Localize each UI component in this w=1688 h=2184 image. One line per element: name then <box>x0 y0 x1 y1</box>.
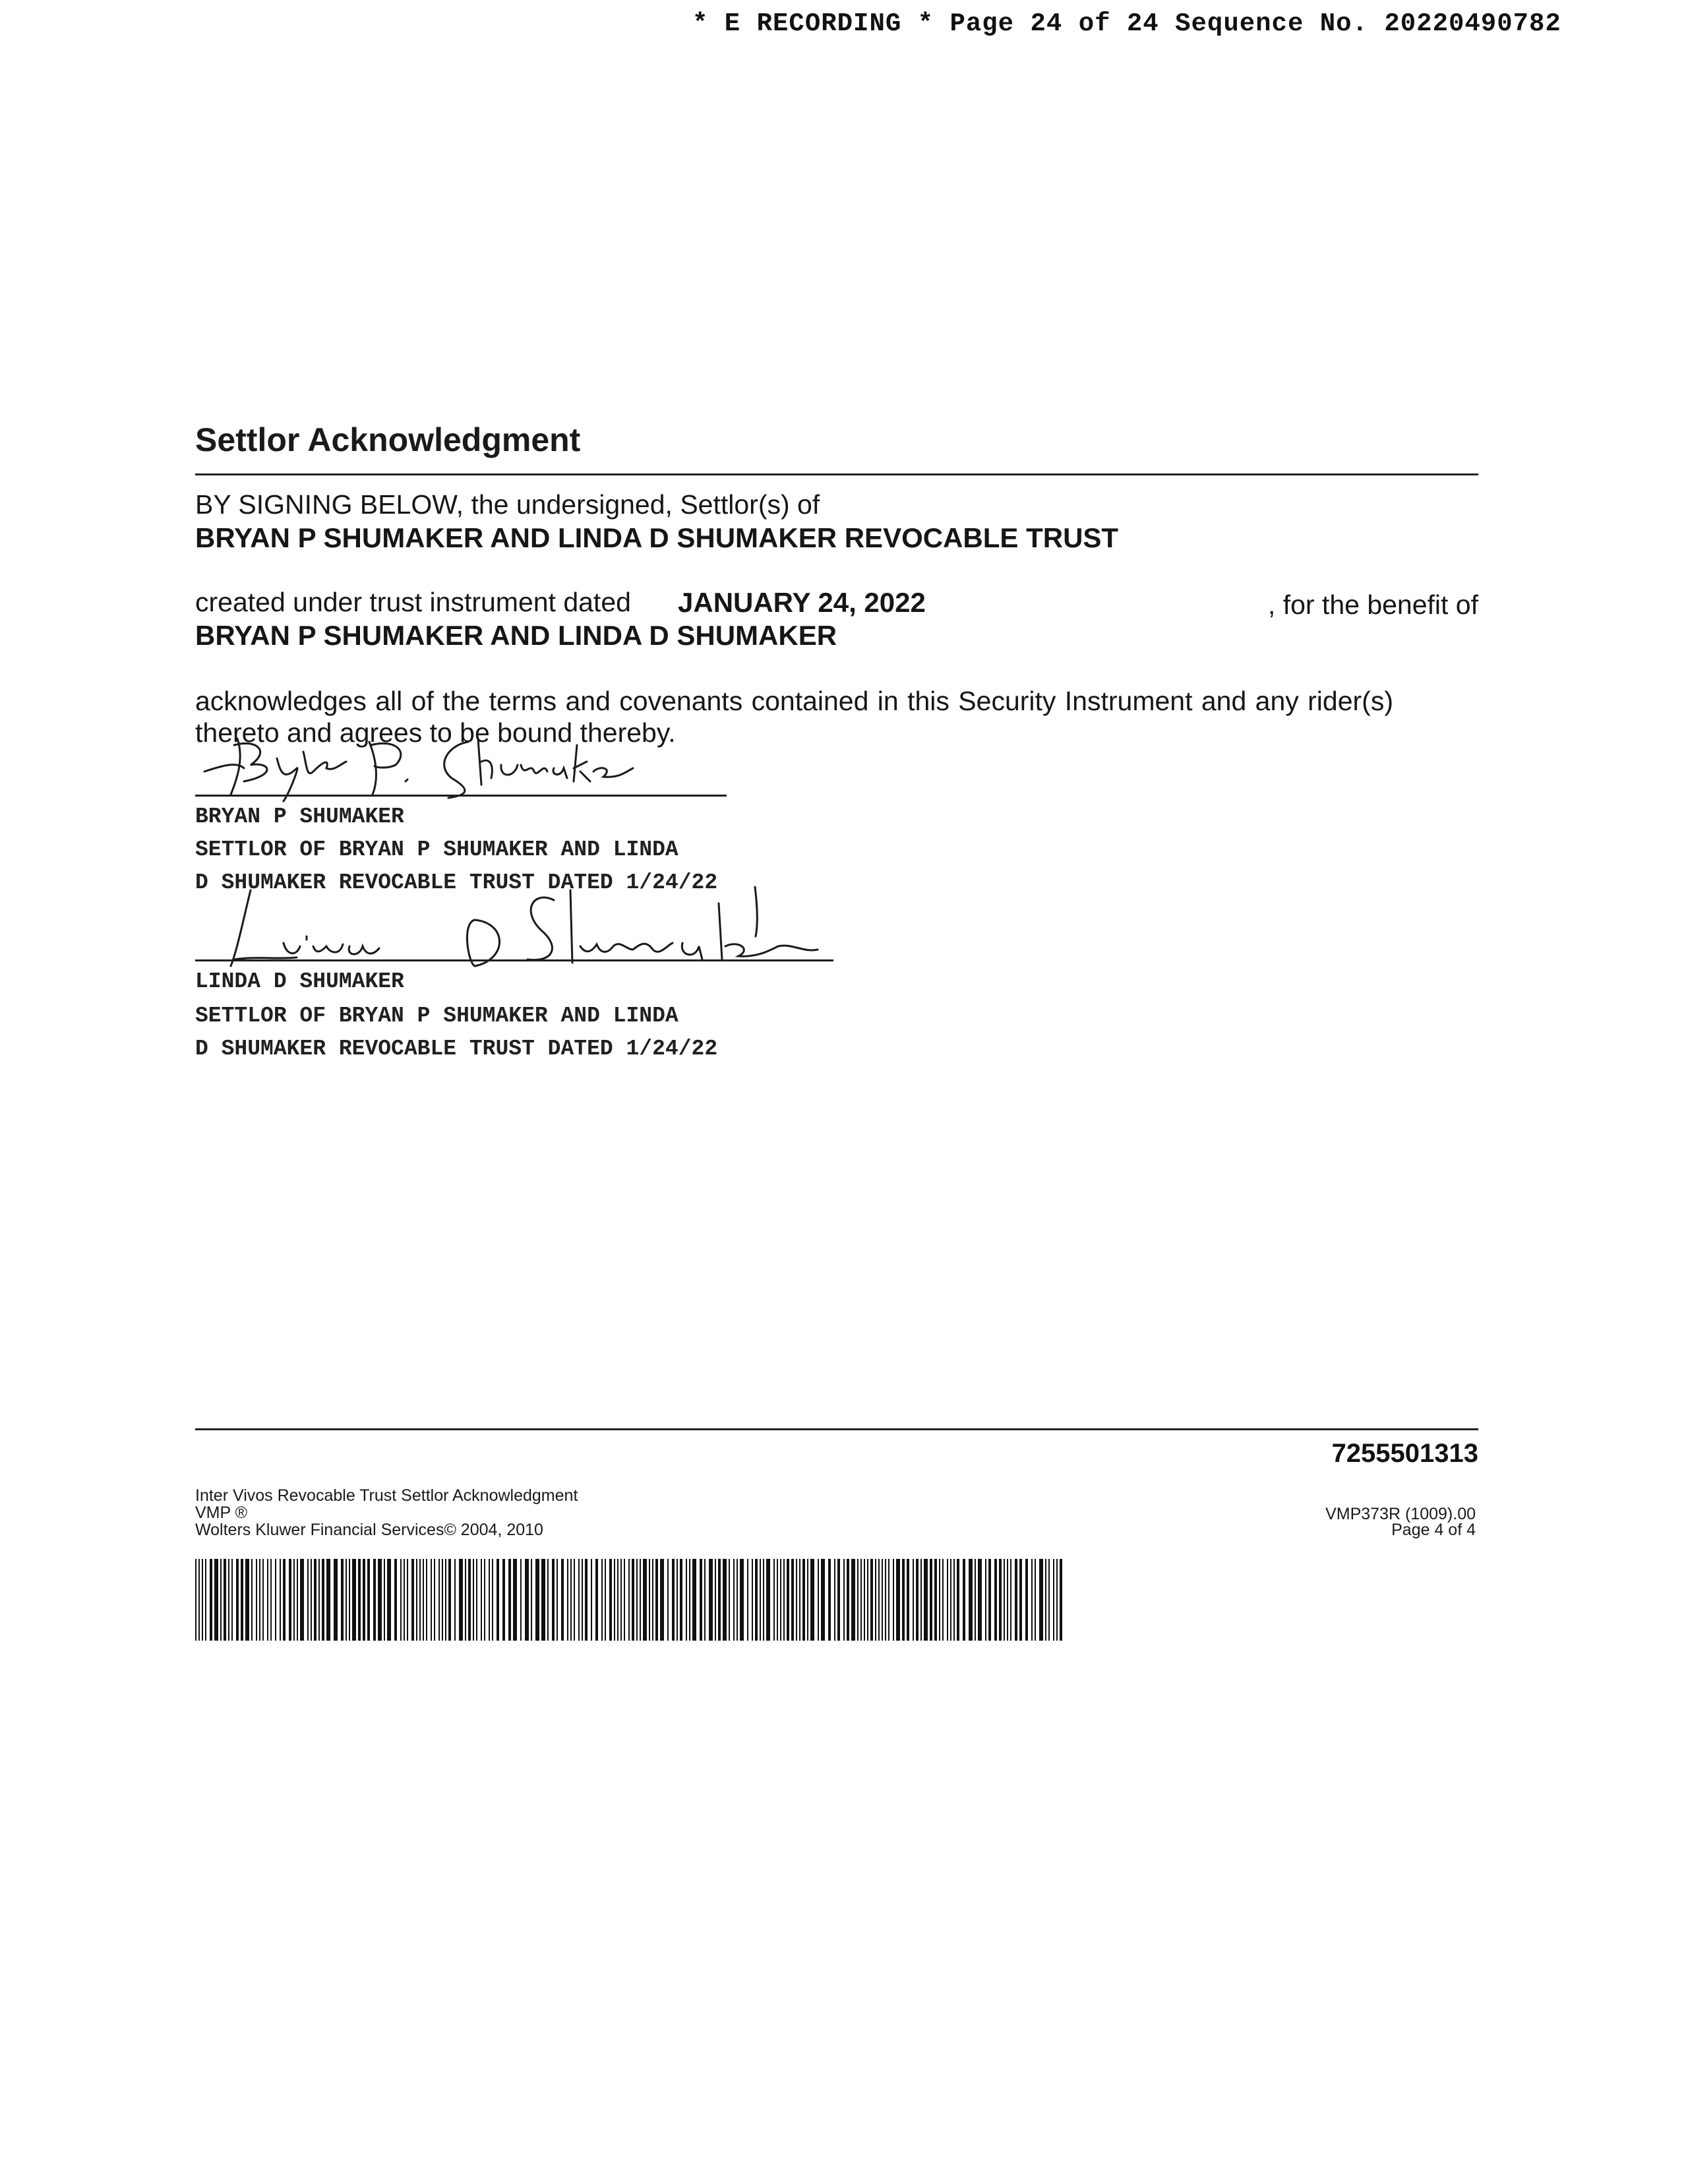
barcode-bar <box>864 1559 865 1641</box>
barcode-bar <box>888 1559 889 1641</box>
barcode-bar <box>975 1559 976 1641</box>
barcode-bar <box>349 1559 350 1641</box>
barcode-bar <box>270 1559 272 1641</box>
barcode-bar <box>352 1559 356 1641</box>
trust-name: BRYAN P SHUMAKER AND LINDA D SHUMAKER REVOCABLE TRUST <box>195 522 1119 553</box>
barcode-bar <box>1015 1559 1017 1641</box>
barcode-bar <box>595 1559 598 1641</box>
signature-bryan <box>198 732 659 804</box>
barcode-bar <box>1060 1559 1062 1641</box>
barcode-bar <box>241 1559 243 1641</box>
barcode-bar <box>686 1559 687 1641</box>
signature-line-linda <box>195 959 833 961</box>
barcode-bar <box>508 1559 511 1641</box>
barcode-bar <box>834 1559 835 1641</box>
benefit-of-text: , for the benefit of <box>1267 590 1478 620</box>
barcode-bar <box>384 1559 385 1641</box>
barcode-bar <box>1056 1559 1058 1641</box>
barcode-bar <box>780 1559 781 1641</box>
barcode-bar <box>280 1559 281 1641</box>
barcode-bar <box>649 1559 650 1641</box>
signer-title-bryan-line1: SETTLOR OF BRYAN P SHUMAKER AND LINDA <box>195 837 678 862</box>
barcode-bar <box>322 1559 324 1641</box>
barcode-bar <box>643 1559 647 1641</box>
barcode-bar <box>476 1559 477 1641</box>
barcode-bar <box>652 1559 653 1641</box>
barcode-bar <box>394 1559 397 1641</box>
barcode-bar <box>752 1559 753 1641</box>
barcode-bar <box>680 1559 682 1641</box>
signer-title-linda-line2: D SHUMAKER REVOCABLE TRUST DATED 1/24/22 <box>195 1037 718 1061</box>
barcode-bar <box>947 1559 948 1641</box>
barcode-bar <box>419 1559 421 1641</box>
barcode-bar <box>570 1559 572 1641</box>
barcode-bar <box>367 1559 370 1641</box>
barcode-bar <box>567 1559 568 1641</box>
barcode-bar <box>224 1559 226 1641</box>
barcode-bar <box>531 1559 532 1641</box>
intro-text: BY SIGNING BELOW, the undersigned, Settlor(s) of <box>195 489 820 520</box>
created-under-text: created under trust instrument dated <box>195 587 631 617</box>
barcode-bar <box>950 1559 951 1641</box>
barcode-bar <box>677 1559 678 1641</box>
barcode-bar <box>783 1559 785 1641</box>
barcode-bar <box>818 1559 819 1641</box>
publisher-copyright: Wolters Kluwer Financial Services© 2004, 2010 <box>195 1521 543 1539</box>
barcode-bar <box>953 1559 955 1641</box>
barcode-bar <box>628 1559 630 1641</box>
barcode-bar <box>373 1559 376 1641</box>
barcode-bar <box>896 1559 900 1641</box>
barcode-bar <box>632 1559 634 1641</box>
barcode-bar <box>860 1559 862 1641</box>
barcode-bar <box>667 1559 669 1641</box>
barcode-bar <box>492 1559 493 1641</box>
barcode-bar <box>283 1559 286 1641</box>
signature-line-bryan <box>195 795 727 797</box>
barcode-bar <box>202 1559 203 1641</box>
barcode-bar <box>773 1559 775 1641</box>
signer-name-linda: LINDA D SHUMAKER <box>195 969 404 994</box>
barcode-bar <box>920 1559 922 1641</box>
barcode-bar <box>978 1559 982 1641</box>
barcode-bar <box>870 1559 873 1641</box>
barcode-bar <box>578 1559 580 1641</box>
barcode-bar <box>289 1559 291 1641</box>
footer-divider <box>195 1428 1478 1430</box>
barcode-bar <box>787 1559 789 1641</box>
barcode-bar <box>256 1559 257 1641</box>
barcode-bar <box>1039 1559 1043 1641</box>
barcode-bar <box>704 1559 706 1641</box>
barcode-bar <box>988 1559 991 1641</box>
barcode-bar <box>636 1559 638 1641</box>
barcode-bar <box>709 1559 713 1641</box>
barcode-bar <box>489 1559 490 1641</box>
barcode-bar <box>525 1559 529 1641</box>
barcode-bar <box>733 1559 735 1641</box>
barcode-bar <box>404 1559 405 1641</box>
vmp-mark: VMP ® <box>195 1503 248 1522</box>
barcode-bar <box>416 1559 417 1641</box>
barcode-bar <box>837 1559 840 1641</box>
barcode-bar <box>293 1559 295 1641</box>
barcode-bar <box>591 1559 592 1641</box>
barcode-bar <box>267 1559 268 1641</box>
barcode-bar <box>715 1559 716 1641</box>
barcode-bar <box>893 1559 894 1641</box>
barcode-bar <box>431 1559 432 1641</box>
barcode-bar <box>692 1559 696 1641</box>
barcode-bar <box>318 1559 320 1641</box>
barcode-bar <box>473 1559 474 1641</box>
barcode-bar <box>314 1559 316 1641</box>
barcode-bar <box>999 1559 1002 1641</box>
barcode-bar <box>609 1559 612 1641</box>
barcode-bar <box>1035 1559 1036 1641</box>
page-number: Page 4 of 4 <box>1391 1521 1476 1539</box>
barcode-bar <box>481 1559 482 1641</box>
barcode-bar <box>1019 1559 1022 1641</box>
barcode-bar <box>963 1559 965 1641</box>
barcode-bar <box>729 1559 730 1641</box>
barcode-bar <box>341 1559 344 1641</box>
barcode-bar <box>468 1559 471 1641</box>
barcode-bar <box>689 1559 690 1641</box>
barcode-bar <box>236 1559 239 1641</box>
barcode-bar <box>407 1559 408 1641</box>
barcode-bar <box>541 1559 545 1641</box>
trust-date: JANUARY 24, 2022 <box>678 587 926 618</box>
barcode-bar <box>454 1559 456 1641</box>
barcode-bar <box>448 1559 451 1641</box>
barcode-bar <box>346 1559 347 1641</box>
barcode-bar <box>411 1559 414 1641</box>
barcode-bar <box>875 1559 876 1641</box>
barcode-bar <box>747 1559 748 1641</box>
barcode-bar <box>552 1559 555 1641</box>
barcode-bar <box>655 1559 658 1641</box>
acknowledgment-text-line1: acknowledges all of the terms and covenants contained in this Security Instrument and any rider(s) <box>195 686 1393 716</box>
barcode-bar <box>1031 1559 1033 1641</box>
barcode-bar <box>617 1559 618 1641</box>
barcode-bar <box>334 1559 338 1641</box>
barcode-bar <box>574 1559 575 1641</box>
barcode-bar <box>358 1559 361 1641</box>
barcode-bar <box>502 1559 505 1641</box>
barcode-bar <box>1010 1559 1011 1641</box>
barcode-bar <box>198 1559 200 1641</box>
barcode-bar <box>763 1559 764 1641</box>
barcode-bar <box>760 1559 761 1641</box>
barcode-bar <box>942 1559 944 1641</box>
barcode-bar <box>791 1559 794 1641</box>
barcode <box>194 1559 1064 1641</box>
barcode-bar <box>700 1559 702 1641</box>
barcode-bar <box>740 1559 744 1641</box>
barcode-bar <box>934 1559 937 1641</box>
barcode-bar <box>799 1559 800 1641</box>
barcode-bar <box>259 1559 260 1641</box>
barcode-bar <box>843 1559 845 1641</box>
barcode-bar <box>245 1559 249 1641</box>
loan-number: 7255501313 <box>1331 1439 1478 1468</box>
barcode-bar <box>311 1559 312 1641</box>
barcode-bar <box>660 1559 664 1641</box>
barcode-bar <box>585 1559 588 1641</box>
barcode-bar <box>802 1559 805 1641</box>
barcode-bar <box>907 1559 909 1641</box>
signer-title-bryan-line2: D SHUMAKER REVOCABLE TRUST DATED 1/24/22 <box>195 870 718 895</box>
barcode-bar <box>459 1559 463 1641</box>
barcode-bar <box>847 1559 849 1641</box>
recording-stamp: * E RECORDING * Page 24 of 24 Sequence No. 20220490782 <box>692 9 1561 38</box>
barcode-bar <box>851 1559 855 1641</box>
barcode-bar <box>1053 1559 1054 1641</box>
barcode-bar <box>605 1559 606 1641</box>
barcode-bar <box>300 1559 304 1641</box>
barcode-bar <box>796 1559 797 1641</box>
barcode-bar <box>210 1559 212 1641</box>
barcode-bar <box>624 1559 625 1641</box>
signer-title-linda-line1: SETTLOR OF BRYAN P SHUMAKER AND LINDA <box>195 1004 678 1028</box>
acknowledgment-text-line2: thereto and agrees to be bound thereby. <box>195 717 676 748</box>
barcode-bar <box>1048 1559 1050 1641</box>
barcode-bar <box>867 1559 868 1641</box>
barcode-bar <box>547 1559 549 1641</box>
barcode-bar <box>426 1559 427 1641</box>
barcode-bar <box>994 1559 997 1641</box>
barcode-bar <box>882 1559 883 1641</box>
barcode-bar <box>878 1559 880 1641</box>
barcode-bar <box>195 1559 196 1641</box>
barcode-bar <box>275 1559 276 1641</box>
barcode-bar <box>214 1559 218 1641</box>
barcode-bar <box>400 1559 402 1641</box>
barcode-bar <box>557 1559 558 1641</box>
form-code: VMP373R (1009).00 <box>1325 1505 1476 1523</box>
barcode-bar <box>640 1559 641 1641</box>
barcode-bar <box>231 1559 233 1641</box>
barcode-bar <box>535 1559 539 1641</box>
barcode-bar <box>810 1559 814 1641</box>
barcode-bar <box>807 1559 808 1641</box>
barcode-bar <box>857 1559 859 1641</box>
barcode-bar <box>885 1559 886 1641</box>
title-divider <box>195 473 1478 475</box>
barcode-bar <box>497 1559 499 1641</box>
barcode-bar <box>924 1559 928 1641</box>
barcode-bar <box>582 1559 583 1641</box>
barcode-bar <box>1025 1559 1028 1641</box>
barcode-bar <box>387 1559 391 1641</box>
barcode-bar <box>672 1559 675 1641</box>
barcode-bar <box>777 1559 778 1641</box>
barcode-bar <box>930 1559 932 1641</box>
barcode-bar <box>939 1559 940 1641</box>
barcode-bar <box>228 1559 229 1641</box>
barcode-bar <box>484 1559 485 1641</box>
barcode-bar <box>601 1559 603 1641</box>
barcode-bar <box>434 1559 435 1641</box>
barcode-bar <box>297 1559 298 1641</box>
barcode-bar <box>513 1559 517 1641</box>
barcode-bar <box>969 1559 973 1641</box>
barcode-bar <box>423 1559 424 1641</box>
barcode-bar <box>737 1559 738 1641</box>
barcode-bar <box>723 1559 727 1641</box>
barcode-bar <box>766 1559 770 1641</box>
barcode-bar <box>957 1559 959 1641</box>
barcode-bar <box>1004 1559 1005 1641</box>
barcode-bar <box>916 1559 919 1641</box>
barcode-bar <box>620 1559 622 1641</box>
barcode-bar <box>985 1559 986 1641</box>
barcode-bar <box>378 1559 382 1641</box>
barcode-bar <box>445 1559 446 1641</box>
barcode-bar <box>755 1559 758 1641</box>
barcode-bar <box>326 1559 330 1641</box>
barcode-bar <box>1045 1559 1046 1641</box>
barcode-bar <box>520 1559 522 1641</box>
barcode-bar <box>614 1559 615 1641</box>
barcode-bar <box>363 1559 365 1641</box>
signature-linda <box>198 884 844 976</box>
barcode-bar <box>828 1559 831 1641</box>
barcode-bar <box>251 1559 253 1641</box>
barcode-bar <box>438 1559 440 1641</box>
barcode-bar <box>465 1559 466 1641</box>
barcode-bar <box>205 1559 206 1641</box>
page-title: Settlor Acknowledgment <box>195 421 581 458</box>
barcode-bar <box>821 1559 825 1641</box>
barcode-bar <box>561 1559 564 1641</box>
signer-name-bryan: BRYAN P SHUMAKER <box>195 804 404 829</box>
barcode-bar <box>220 1559 222 1641</box>
barcode-bar <box>913 1559 914 1641</box>
barcode-bar <box>1007 1559 1008 1641</box>
beneficiaries: BRYAN P SHUMAKER AND LINDA D SHUMAKER <box>195 620 837 651</box>
barcode-bar <box>307 1559 309 1641</box>
form-name: Inter Vivos Revocable Trust Settlor Acknowledgment <box>195 1486 578 1505</box>
barcode-bar <box>902 1559 905 1641</box>
barcode-bar <box>442 1559 443 1641</box>
barcode-bar <box>718 1559 721 1641</box>
barcode-bar <box>262 1559 264 1641</box>
